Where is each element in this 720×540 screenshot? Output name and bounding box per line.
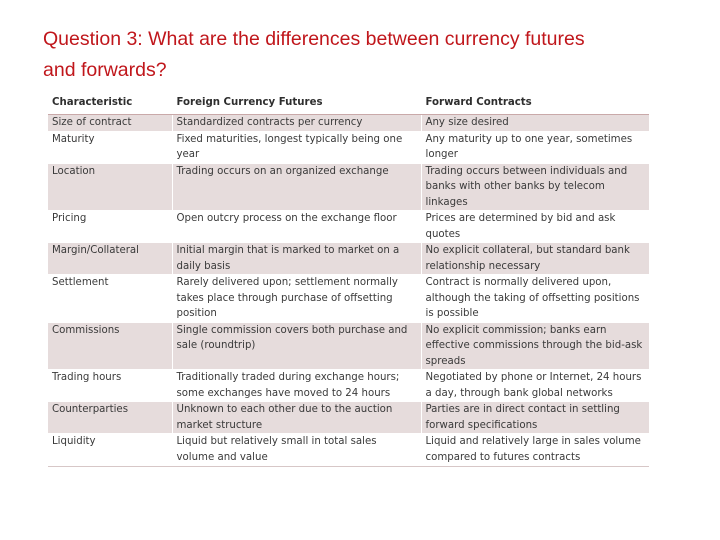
futures-cell: Trading occurs on an organized exchange: [172, 163, 421, 211]
forwards-cell: Any size desired: [421, 115, 649, 132]
futures-cell: Unknown to each other due to the auction market structure: [172, 402, 421, 434]
row-characteristic: Settlement: [48, 275, 172, 323]
table-row: [48, 434, 649, 466]
futures-cell: Liquid but relatively small in total sales volume and value: [172, 434, 421, 466]
table-row: [48, 131, 649, 163]
forwards-cell: Parties are in direct contact in settling forward specifications: [421, 402, 649, 434]
table-row: [48, 243, 649, 275]
forwards-cell: Contract is normally delivered upon, although the taking of offsetting positions is possible: [421, 275, 649, 323]
row-characteristic: Liquidity: [48, 434, 172, 466]
futures-cell: Rarely delivered upon; settlement normally takes place through purchase of offsetting position: [172, 275, 421, 323]
forwards-cell: No explicit collateral, but standard bank relationship necessary: [421, 243, 649, 275]
slide-title: Question 3: What are the differences between currency futures and forwards?: [43, 28, 585, 81]
comparison-table-container: [48, 94, 649, 467]
futures-cell: Fixed maturities, longest typically being one year: [172, 131, 421, 163]
row-characteristic: Size of contract: [48, 115, 172, 132]
row-characteristic: Trading hours: [48, 370, 172, 402]
futures-cell: Initial margin that is marked to market on a daily basis: [172, 243, 421, 275]
table-row: [48, 370, 649, 402]
futures-cell: Traditionally traded during exchange hours; some exchanges have moved to 24 hours: [172, 370, 421, 402]
row-characteristic: Location: [48, 163, 172, 211]
table-row: [48, 115, 649, 132]
forwards-cell: Any maturity up to one year, sometimes longer: [421, 131, 649, 163]
row-characteristic: Maturity: [48, 131, 172, 163]
header-forward-contracts: Forward Contracts: [421, 94, 649, 115]
header-currency-futures: Foreign Currency Futures: [172, 94, 421, 115]
futures-cell: Open outcry process on the exchange floor: [172, 211, 421, 243]
futures-cell: Standardized contracts per currency: [172, 115, 421, 132]
table-row: [48, 402, 649, 434]
forwards-cell: Prices are determined by bid and ask quotes: [421, 211, 649, 243]
comparison-table: [48, 94, 649, 466]
futures-cell: Single commission covers both purchase and sale (roundtrip): [172, 322, 421, 370]
table-row: [48, 163, 649, 211]
header-row: [48, 94, 649, 115]
forwards-cell: Negotiated by phone or Internet, 24 hours a day, through bank global networks: [421, 370, 649, 402]
row-characteristic: Pricing: [48, 211, 172, 243]
forwards-cell: Trading occurs between individuals and banks with other banks by telecom linkages: [421, 163, 649, 211]
forwards-cell: No explicit commission; banks earn effective commissions through the bid-ask spreads: [421, 322, 649, 370]
table-row: [48, 211, 649, 243]
table-row: [48, 322, 649, 370]
table-header: [48, 94, 649, 115]
row-characteristic: Commissions: [48, 322, 172, 370]
header-characteristic: Characteristic: [48, 94, 172, 115]
row-characteristic: Margin/Collateral: [48, 243, 172, 275]
row-characteristic: Counterparties: [48, 402, 172, 434]
table-body: [48, 115, 649, 466]
table-row: [48, 275, 649, 323]
forwards-cell: Liquid and relatively large in sales volume compared to futures contracts: [421, 434, 649, 466]
